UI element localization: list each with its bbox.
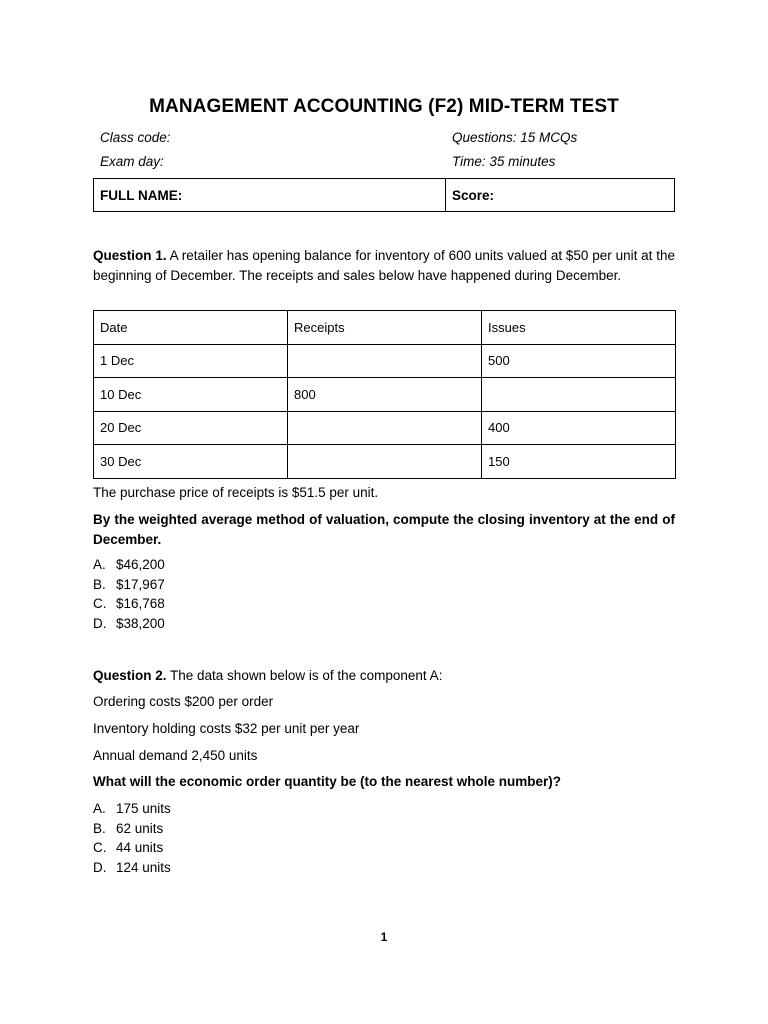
option-item[interactable] xyxy=(93,594,165,614)
question-1-note: The purchase price of receipts is $51.5 per unit. xyxy=(93,485,379,500)
option-text: 44 units xyxy=(116,840,164,855)
option-text: $17,967 xyxy=(116,576,165,592)
table-row xyxy=(94,445,676,479)
table-row xyxy=(94,411,676,445)
option-letter: C. xyxy=(93,840,107,855)
option-letter: B. xyxy=(93,820,106,836)
table-cell: 400 xyxy=(482,411,676,445)
option-item[interactable] xyxy=(93,819,171,839)
table-cell: 10 Dec xyxy=(94,378,288,412)
option-text: $46,200 xyxy=(116,557,165,572)
full-name-cell: FULL NAME: xyxy=(94,179,446,212)
page-number: 1 xyxy=(380,930,388,944)
table-cell xyxy=(288,411,482,445)
table-cell xyxy=(288,445,482,479)
score-cell: Score: xyxy=(446,179,675,212)
page-title: MANAGEMENT ACCOUNTING (F2) MID-TERM TEST xyxy=(149,96,619,117)
question-2-intro xyxy=(93,666,675,686)
question-2-annual-demand: Annual demand 2,450 units xyxy=(93,748,258,763)
question-2-options xyxy=(93,799,171,877)
option-text: $38,200 xyxy=(116,615,165,631)
option-letter: A. xyxy=(93,801,106,816)
option-item[interactable] xyxy=(93,799,171,819)
option-text: 175 units xyxy=(116,801,171,816)
question-2-label: Question 2. xyxy=(93,668,167,683)
table-header-row xyxy=(94,311,676,345)
option-letter: A. xyxy=(93,557,106,572)
option-item[interactable] xyxy=(93,858,171,878)
question-1-label: Question 1. xyxy=(93,248,167,263)
option-item[interactable] xyxy=(93,575,165,595)
question-2-text: The data shown below is of the component A: xyxy=(166,668,443,683)
question-1-intro xyxy=(93,246,675,286)
table-cell xyxy=(288,344,482,378)
table-cell: 150 xyxy=(482,445,676,479)
option-item[interactable] xyxy=(93,614,165,634)
table-row xyxy=(94,378,676,412)
option-item[interactable] xyxy=(93,838,171,858)
inventory-table xyxy=(93,310,676,479)
table-cell: 20 Dec xyxy=(94,411,288,445)
class-code-label: Class code: xyxy=(100,130,171,145)
option-item[interactable] xyxy=(93,555,165,575)
option-text: $16,768 xyxy=(116,596,165,611)
table-cell xyxy=(482,378,676,412)
option-letter: B. xyxy=(93,576,106,592)
student-info-table xyxy=(93,178,675,212)
question-1-prompt: By the weighted average method of valuation, compute the closing inventory at the end of December. xyxy=(93,512,675,547)
time-limit-label: Time: 35 minutes xyxy=(452,154,556,169)
table-cell: 800 xyxy=(288,378,482,412)
table-cell: 500 xyxy=(482,344,676,378)
exam-day-label: Exam day: xyxy=(100,154,164,169)
option-letter: C. xyxy=(93,596,107,611)
option-text: 62 units xyxy=(116,820,164,836)
table-header-cell: Receipts xyxy=(288,311,482,345)
question-1-text: A retailer has opening balance for inventory of 600 units valued at $50 per unit at the beginning of December. The receipts and sales below have happened during December. xyxy=(93,248,675,283)
question-2-ordering-costs: Ordering costs $200 per order xyxy=(93,694,274,709)
table-cell: 1 Dec xyxy=(94,344,288,378)
option-letter: D. xyxy=(93,615,107,631)
questions-count-label: Questions: 15 MCQs xyxy=(452,130,578,145)
table-row xyxy=(94,344,676,378)
question-1-options xyxy=(93,555,165,633)
question-2-holding-costs: Inventory holding costs $32 per unit per year xyxy=(93,721,360,736)
table-header-cell: Date xyxy=(94,311,288,345)
table-cell: 30 Dec xyxy=(94,445,288,479)
option-text: 124 units xyxy=(116,859,171,875)
question-2-prompt: What will the economic order quantity be (to the nearest whole number)? xyxy=(93,774,562,789)
table-header-cell: Issues xyxy=(482,311,676,345)
option-letter: D. xyxy=(93,859,107,875)
